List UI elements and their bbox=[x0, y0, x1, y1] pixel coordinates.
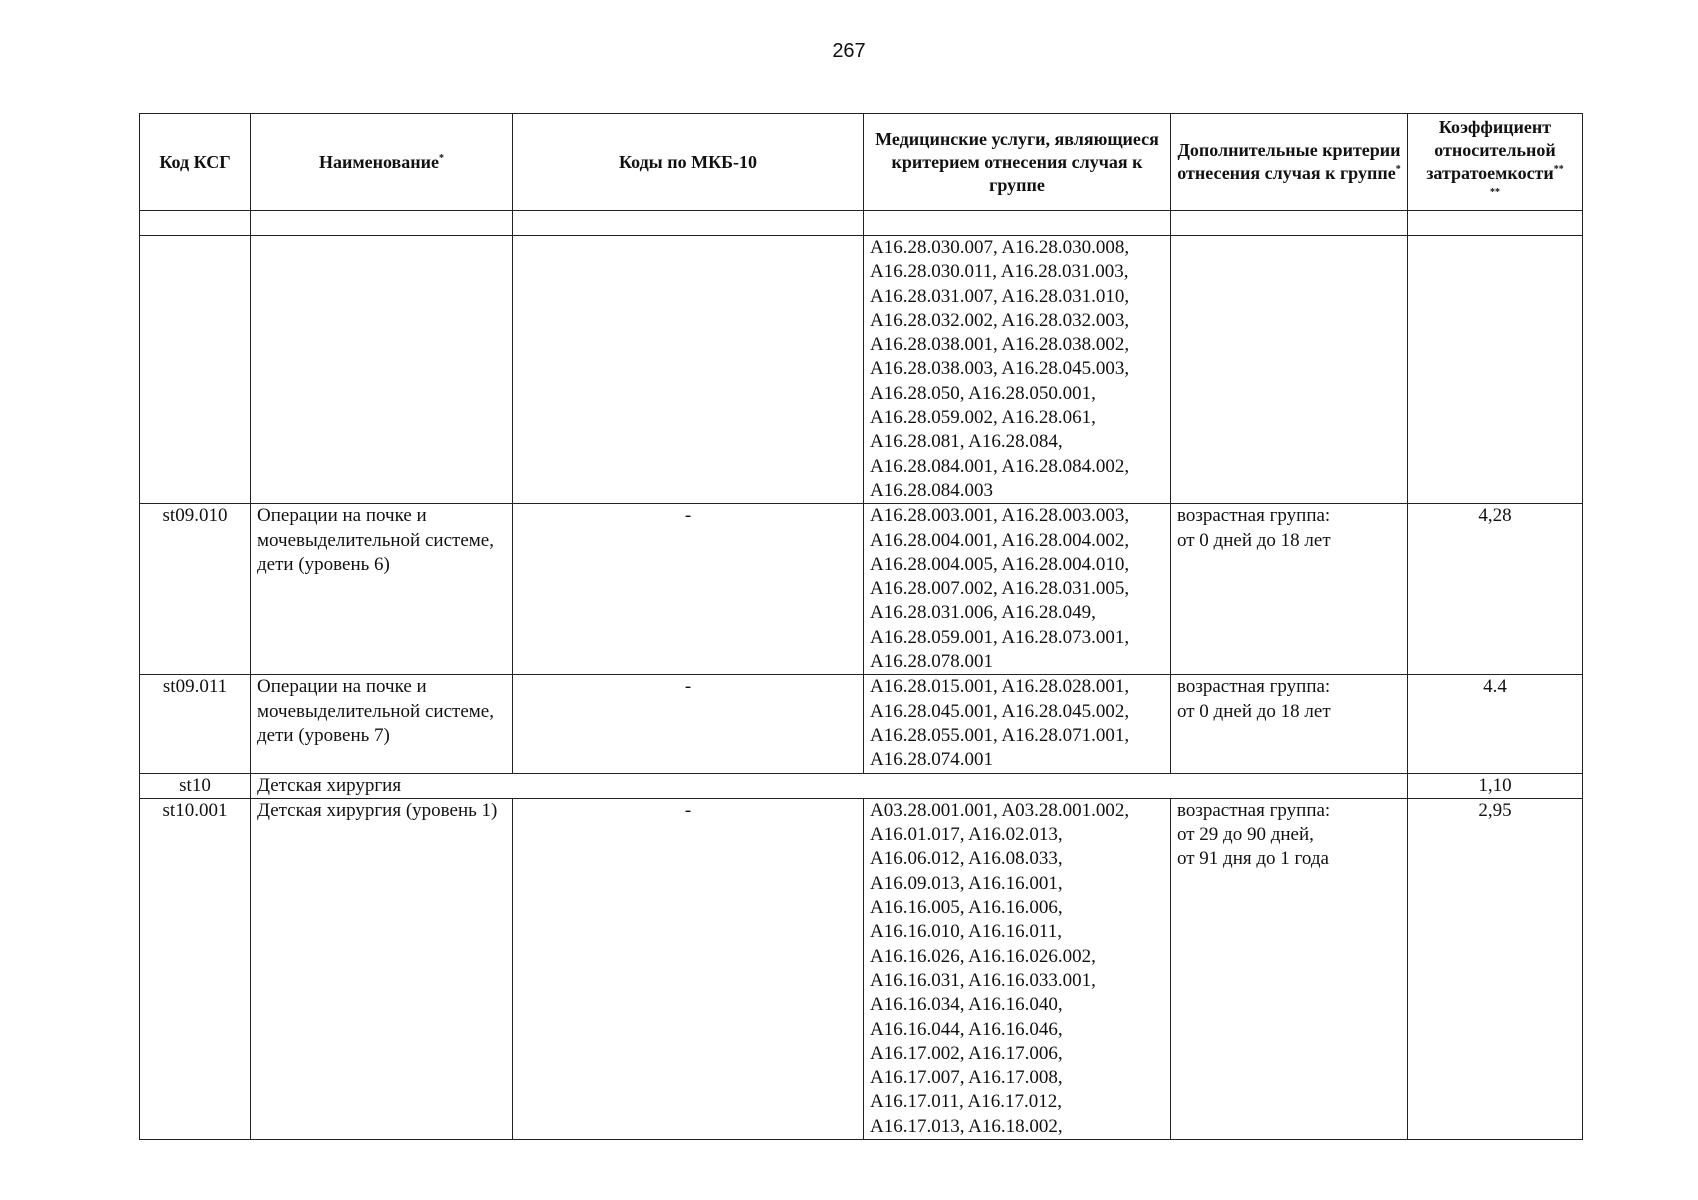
cell-line: от 0 дней до 18 лет bbox=[1177, 700, 1331, 722]
row-coef bbox=[1408, 236, 1583, 504]
table-header-row bbox=[140, 114, 1583, 211]
header-name: Наименование* bbox=[251, 114, 513, 211]
cell-line: от 29 до 90 дней, bbox=[1177, 824, 1314, 846]
cell-line: возрастная группа: bbox=[1177, 505, 1331, 527]
row-services bbox=[864, 504, 1171, 675]
cell-line: A16.16.044, A16.16.046, bbox=[870, 1018, 1063, 1040]
blank-row bbox=[140, 211, 1583, 236]
cell-line: A16.17.011, A16.17.012, bbox=[870, 1091, 1062, 1113]
cell-line: A16.16.031, A16.16.033.001, bbox=[870, 969, 1096, 991]
header-services: Медицинские услуги, являющиеся критерием отнесения случая к группе bbox=[864, 114, 1171, 211]
row-coef: 4.4 bbox=[1408, 675, 1583, 773]
row-mkb: - bbox=[513, 798, 864, 1139]
cell-line: A16.28.038.001, A16.28.038.002, bbox=[870, 334, 1130, 356]
cell-line: возрастная группа: bbox=[1177, 676, 1331, 698]
cell-line: A16.28.031.007, A16.28.031.010, bbox=[870, 285, 1130, 307]
cell-line: A16.28.084.001, A16.28.084.002, bbox=[870, 455, 1130, 477]
cell-line: A16.01.017, A16.02.013, bbox=[870, 824, 1063, 846]
cell-line: A16.28.031.006, A16.28.049, bbox=[870, 602, 1096, 624]
row-coef: 2,95 bbox=[1408, 798, 1583, 1139]
cell-line: A16.28.081, A16.28.084, bbox=[870, 431, 1063, 453]
cell-line: A16.09.013, A16.16.001, bbox=[870, 872, 1063, 894]
row-mkb: - bbox=[513, 675, 864, 773]
cell-line: A16.28.084.003 bbox=[870, 479, 993, 501]
cell-line: A16.17.007, A16.17.008, bbox=[870, 1067, 1063, 1089]
cell-line: A16.28.030.007, A16.28.030.008, bbox=[870, 237, 1130, 258]
cell-line: A16.28.003.001, A16.28.003.003, bbox=[870, 505, 1130, 527]
row-code: st09.010 bbox=[140, 504, 251, 675]
cell-line: A16.28.050, A16.28.050.001, bbox=[870, 382, 1096, 404]
header-code: Код КСГ bbox=[140, 114, 251, 211]
cell-line: A16.28.074.001 bbox=[870, 749, 993, 771]
row-criteria bbox=[1171, 504, 1408, 675]
cell-line: A16.16.026, A16.16.026.002, bbox=[870, 945, 1096, 967]
cell-line: A16.28.078.001 bbox=[870, 651, 993, 673]
cell-line: A03.28.001.001, A03.28.001.002, bbox=[870, 799, 1130, 821]
cell-line: A16.16.034, A16.16.040, bbox=[870, 994, 1063, 1016]
row-name: Операции на почке и мочевыделительной системе, дети (уровень 6) bbox=[251, 504, 513, 675]
cell-line: A16.17.002, A16.17.006, bbox=[870, 1042, 1063, 1064]
cell-line: A16.17.013, A16.18.002, bbox=[870, 1115, 1063, 1137]
cell-line: A16.28.045.001, A16.28.045.002, bbox=[870, 700, 1130, 722]
row-services bbox=[864, 675, 1171, 773]
row-criteria bbox=[1171, 675, 1408, 773]
table-row bbox=[140, 236, 1583, 504]
cell-line: A16.16.010, A16.16.011, bbox=[870, 921, 1062, 943]
cell-line: A16.28.038.003, A16.28.045.003, bbox=[870, 358, 1130, 380]
row-services bbox=[864, 798, 1171, 1139]
group-code: st10 bbox=[140, 773, 251, 798]
row-code: st10.001 bbox=[140, 798, 251, 1139]
cell-line: A16.16.005, A16.16.006, bbox=[870, 897, 1063, 919]
cell-line: A16.28.030.011, A16.28.031.003, bbox=[870, 261, 1129, 283]
cell-line: A16.28.007.002, A16.28.031.005, bbox=[870, 578, 1130, 600]
row-code: st09.011 bbox=[140, 675, 251, 773]
row-name: Операции на почке и мочевыделительной системе, дети (уровень 7) bbox=[251, 675, 513, 773]
row-services bbox=[864, 236, 1171, 504]
page-number: 267 bbox=[832, 40, 866, 62]
table-row bbox=[140, 675, 1583, 773]
row-mkb: - bbox=[513, 504, 864, 675]
row-code bbox=[140, 236, 251, 504]
table-row bbox=[140, 504, 1583, 675]
header-mkb: Коды по МКБ-10 bbox=[513, 114, 864, 211]
cell-line: A16.28.059.002, A16.28.061, bbox=[870, 407, 1096, 429]
header-criteria: Дополнительные критерии отнесения случая к группе* bbox=[1171, 114, 1408, 211]
row-name bbox=[251, 236, 513, 504]
row-criteria bbox=[1171, 236, 1408, 504]
cell-line: от 0 дней до 18 лет bbox=[1177, 529, 1331, 551]
cell-line: от 91 дня до 1 года bbox=[1177, 848, 1329, 870]
group-name: Детская хирургия bbox=[251, 773, 1408, 798]
row-name: Детская хирургия (уровень 1) bbox=[251, 798, 513, 1139]
row-coef: 4,28 bbox=[1408, 504, 1583, 675]
group-coef: 1,10 bbox=[1408, 773, 1583, 798]
cell-line: A16.06.012, A16.08.033, bbox=[870, 848, 1063, 870]
cell-line: A16.28.059.001, A16.28.073.001, bbox=[870, 626, 1130, 648]
cell-line: A16.28.004.005, A16.28.004.010, bbox=[870, 553, 1130, 575]
table-row bbox=[140, 798, 1583, 1139]
row-criteria bbox=[1171, 798, 1408, 1139]
cell-line: A16.28.004.001, A16.28.004.002, bbox=[870, 529, 1130, 551]
cell-line: A16.28.032.002, A16.28.032.003, bbox=[870, 309, 1130, 331]
cell-line: A16.28.015.001, A16.28.028.001, bbox=[870, 676, 1130, 698]
ksg-table bbox=[139, 113, 1583, 1140]
header-coef: Коэффициент относительной затратоемкости** ** bbox=[1408, 114, 1583, 211]
cell-line: возрастная группа: bbox=[1177, 799, 1331, 821]
cell-line: A16.28.055.001, A16.28.071.001, bbox=[870, 724, 1130, 746]
row-mkb bbox=[513, 236, 864, 504]
group-row bbox=[140, 773, 1583, 798]
